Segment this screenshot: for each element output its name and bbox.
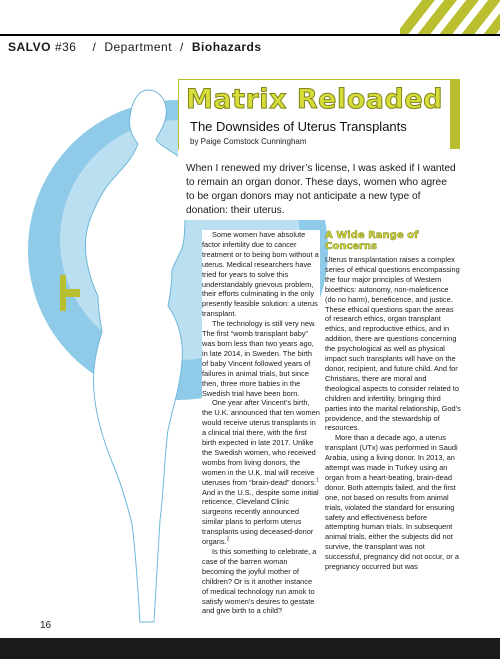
running-header bbox=[0, 34, 500, 58]
paragraph-text: And in the U.S., despite some initial reticence, Cleveland Clinic surgeons recently announced similar plans to perform uterus transplants using deceased-donor organs. bbox=[202, 487, 319, 547]
section-heading: A Wide Range of Concerns bbox=[325, 230, 419, 252]
article-title: Matrix Reloaded bbox=[186, 84, 443, 115]
title-accent-bar bbox=[450, 79, 460, 149]
decorative-stripes bbox=[400, 0, 500, 34]
paragraph: Some women have absolute factor infertility due to cancer treatment or to being born without a uterus. Medical researchers have tried for years to solve this understandably grievous problem, their efforts culminating in the only presently feasible solution: a uterus transplant. bbox=[202, 230, 319, 319]
page-number: 16 bbox=[40, 620, 52, 631]
article-byline: by Paige Comstock Cunningham bbox=[190, 137, 307, 146]
paragraph bbox=[202, 398, 320, 547]
paragraph: Is this something to celebrate, a case of the barren woman becoming the joyful mother of children? Or is it another instance of medical technology run amok to satisfy women’s desires to gestate and give birth to a child? bbox=[202, 547, 317, 616]
header-separator: / bbox=[92, 40, 97, 54]
issue-number: #36 bbox=[54, 40, 77, 54]
footnote-marker: 2 bbox=[226, 536, 230, 543]
paragraph: More than a decade ago, a uterus transplant (UTx) was performed in Saudi Arabia, using a living donor. In 2013, an attempt was made in Turkey using an organ from a heart-beating, brain-dead donor. Both attempts failed, and the first one, not based on results from animal trials, violated the standard for ensuring safety and effectiveness before attempting human trials. In subsequent animal trials, either the subjects did not survive, the transplant was not successful, pregnancy did not occur, or a pregnancy occurred but was bbox=[325, 433, 459, 572]
footnote-marker: 1 bbox=[316, 477, 319, 484]
footer-bar bbox=[0, 638, 500, 659]
paragraph: Uterus transplantation raises a complex series of ethical questions encompassing the four major principles of Western bioethics: autonomy, non-maleficence (do no harm), beneficence, and justice. These ethical questions span the areas of research ethics, organ transplant ethics, and reproductive ethics, and in addition, there are questions concerning the psychological as well as physical impact such transplants will have on the donor, recipient, and future child. And for Christians, there are moral and theological aspects to consider related to children and infertility, bringing third parties into the marital relationship, God’s providence, and the stewardship of resources. bbox=[325, 255, 461, 433]
section-label: Biohazards bbox=[191, 40, 262, 54]
body-column-1 bbox=[202, 230, 320, 616]
article-subtitle: The Downsides of Uterus Transplants bbox=[190, 119, 407, 134]
paragraph-text: One year after Vincent’s birth, the U.K. announced that ten women would receive uterus transplants in a clinical trial there, with the first birth expected in late 2017. Unlike the Swedish women, who received wombs from living donors, the women in the U.K. trial will receive uteruses from “brain-dead” donors. bbox=[202, 398, 320, 487]
paragraph: The technology is still very new. The first “womb transplant baby” was born less than two years ago, in late 2014, in Sweden. The birth of baby Vincent followed years of failures in animal trials, but since then, three more babies in the Swedish trial have been born. bbox=[202, 319, 316, 398]
header-separator-2: / bbox=[180, 40, 184, 54]
department-label: Department bbox=[104, 40, 173, 54]
body-column-2 bbox=[325, 230, 461, 572]
magazine-logo: SALVO bbox=[8, 40, 51, 54]
intro-paragraph: When I renewed my driver’s license, I was asked if I wanted to remain an organ donor. These days, women who agree to be organ donors may not anticipate a new type of donation: their uterus. bbox=[186, 163, 456, 216]
